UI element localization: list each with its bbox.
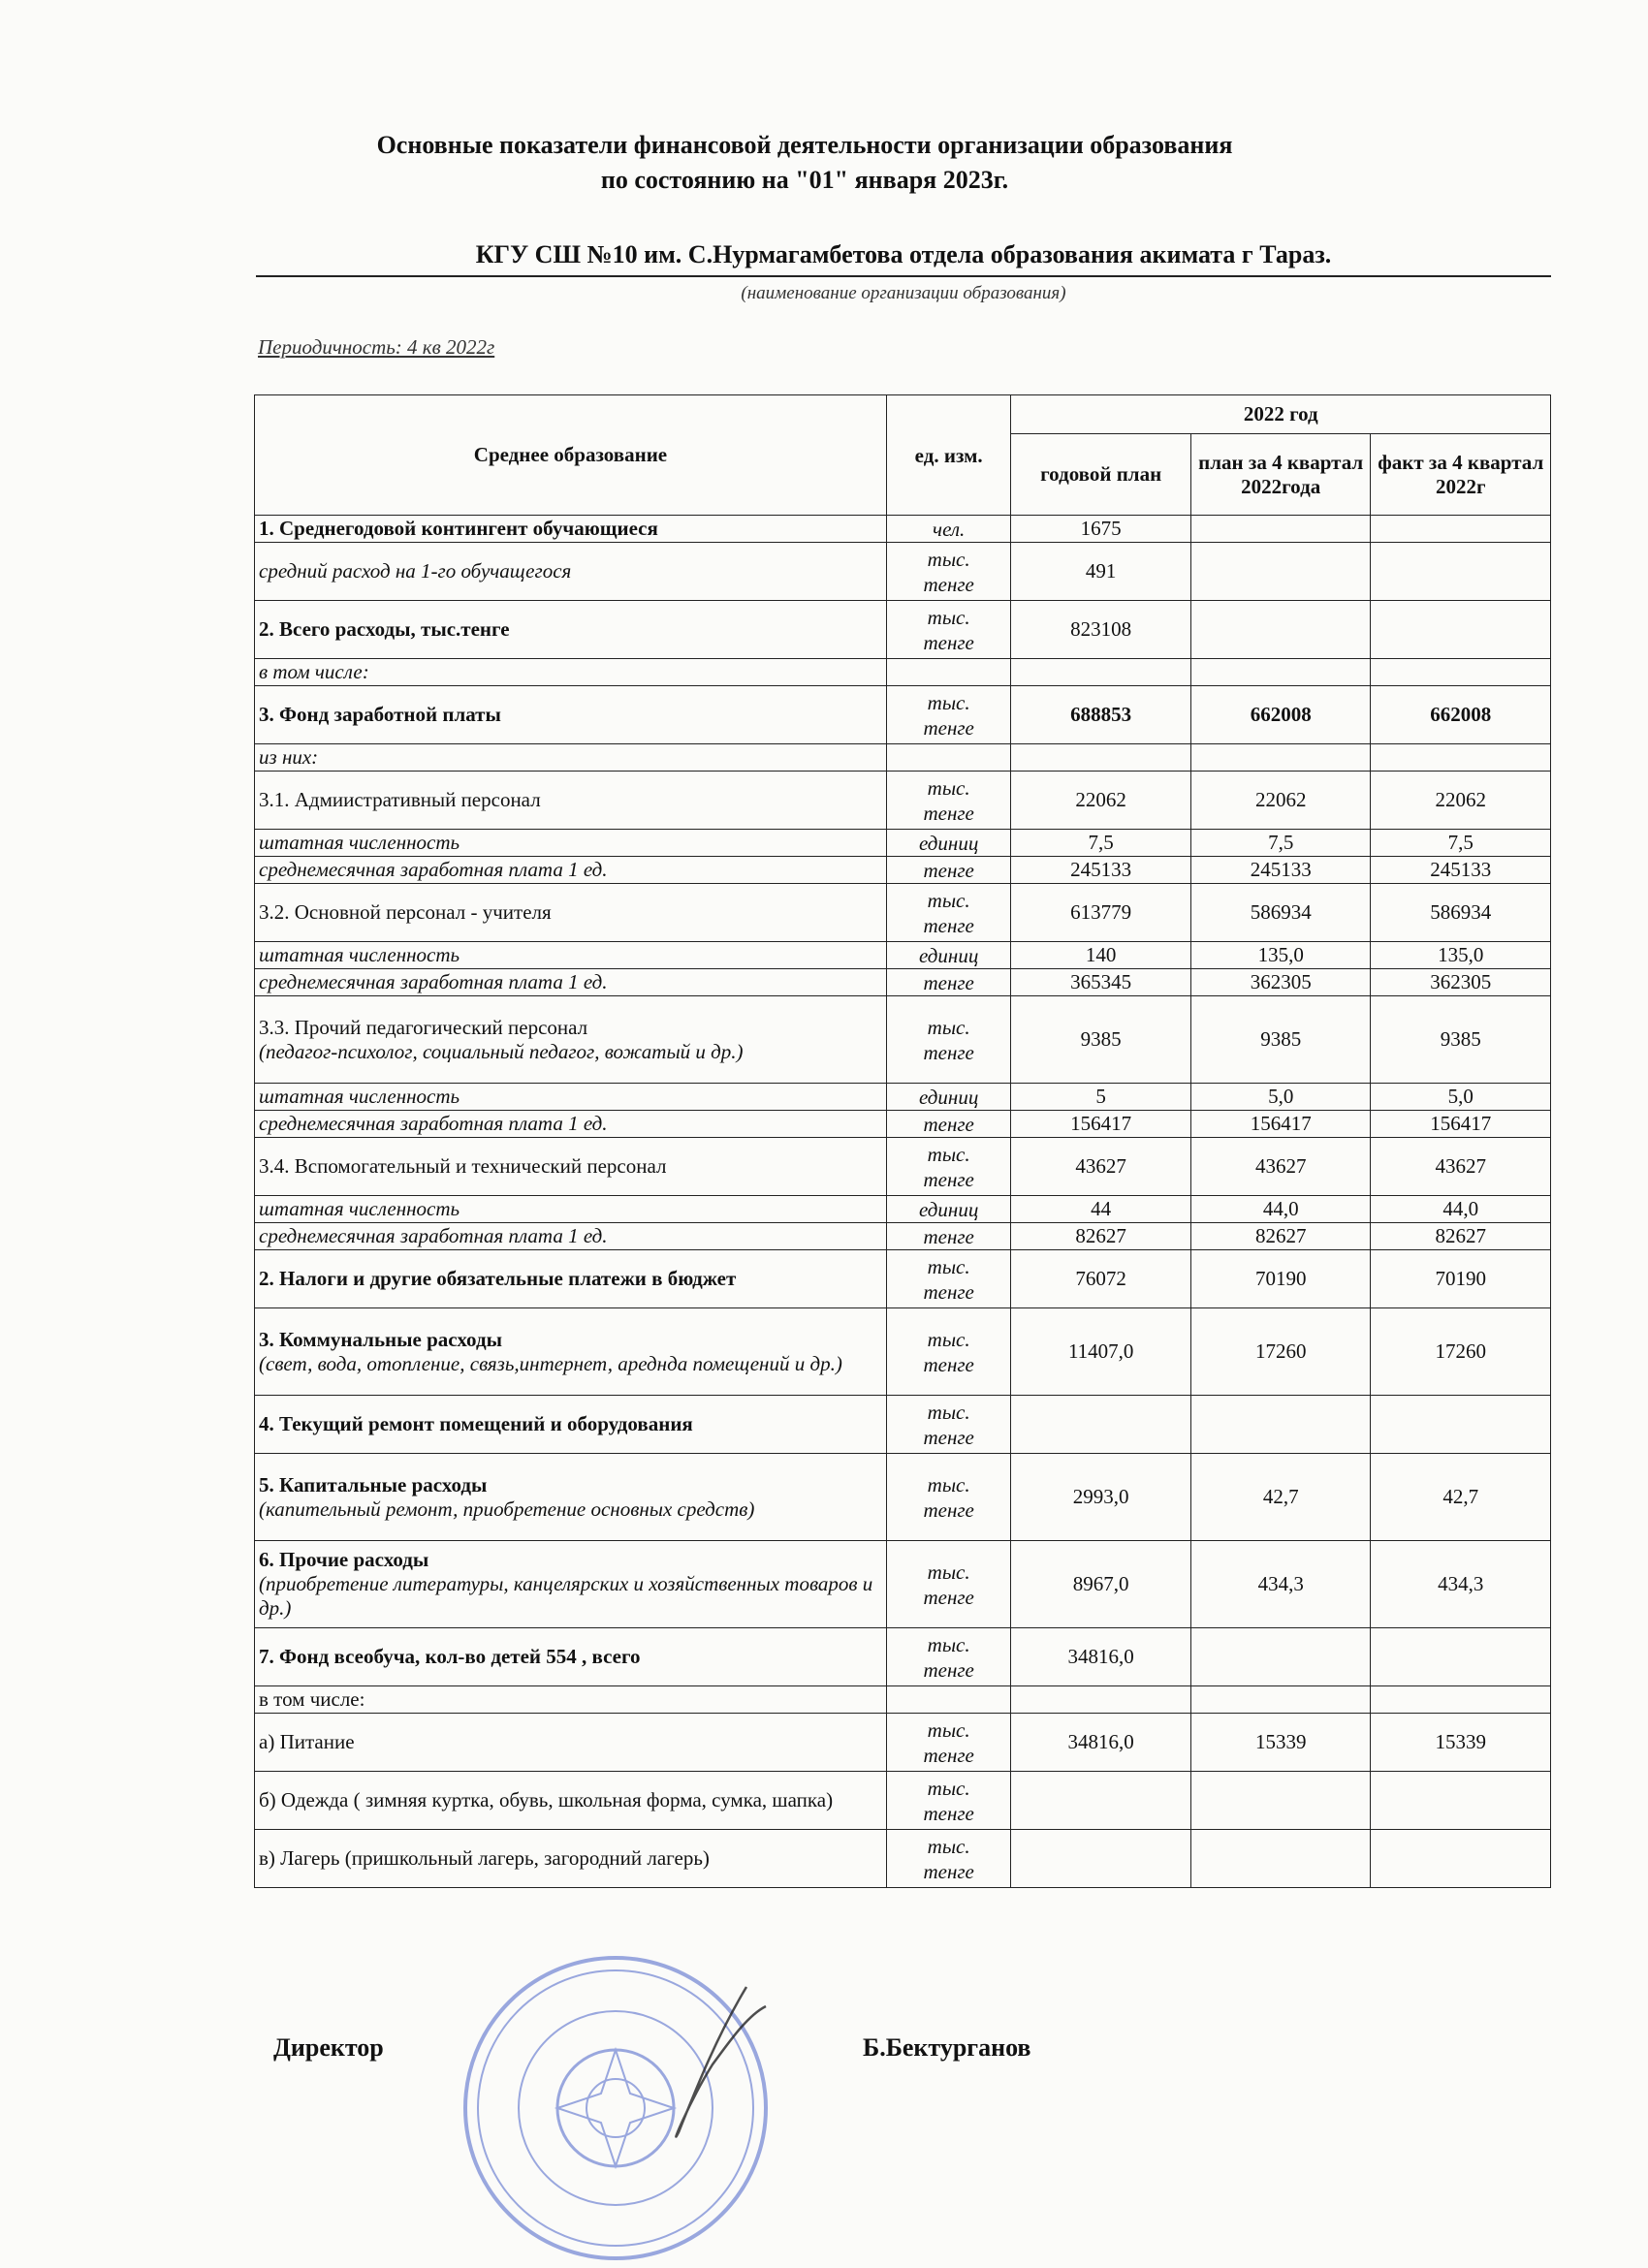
row-label-text: средний расход на 1-го обучащегося bbox=[259, 559, 572, 583]
header-name: Среднее образование bbox=[255, 395, 887, 516]
row-label bbox=[255, 543, 887, 601]
row-label-text: штатная численность bbox=[259, 831, 460, 854]
header-q4-fact: факт за 4 квартал 2022г bbox=[1371, 434, 1551, 516]
row-label bbox=[255, 686, 887, 744]
cell-q4-plan: 662008 bbox=[1190, 686, 1371, 744]
row-label-text: 3.4. Вспомогательный и технический персонал bbox=[259, 1154, 667, 1178]
cell-plan: 5 bbox=[1011, 1084, 1191, 1111]
row-unit: тыс. тенге bbox=[886, 1772, 1011, 1830]
cell-q4-fact: 9385 bbox=[1371, 996, 1551, 1084]
row-label bbox=[255, 1541, 887, 1628]
cell-q4-fact: 43627 bbox=[1371, 1138, 1551, 1196]
cell-q4-fact: 70190 bbox=[1371, 1250, 1551, 1308]
row-label-text: 3.2. Основной персонал - учителя bbox=[259, 900, 552, 924]
cell-q4-fact: 42,7 bbox=[1371, 1454, 1551, 1541]
row-unit: тыс. тенге bbox=[886, 1138, 1011, 1196]
table-row bbox=[255, 659, 1551, 686]
row-label-text: среднемесячная заработная плата 1 ед. bbox=[259, 1112, 608, 1135]
cell-plan: 34816,0 bbox=[1011, 1714, 1191, 1772]
cell-plan: 245133 bbox=[1011, 857, 1191, 884]
cell-q4-plan: 44,0 bbox=[1190, 1196, 1371, 1223]
cell-q4-fact bbox=[1371, 1830, 1551, 1888]
row-label-note: (капительный ремонт, приобретение основных средств) bbox=[259, 1496, 755, 1521]
table-row bbox=[255, 744, 1551, 772]
cell-q4-plan bbox=[1190, 543, 1371, 601]
row-unit: тыс. тенге bbox=[886, 1454, 1011, 1541]
row-label bbox=[255, 601, 887, 659]
table-row bbox=[255, 1138, 1551, 1196]
cell-plan: 1675 bbox=[1011, 516, 1191, 543]
cell-q4-fact bbox=[1371, 659, 1551, 686]
row-label-note: (педагог-психолог, социальный педагог, вожатый и др.) bbox=[259, 1039, 744, 1063]
cell-plan: 82627 bbox=[1011, 1223, 1191, 1250]
row-label-text: 7. Фонд всеобуча, кол-во детей 554 , всего bbox=[259, 1645, 641, 1668]
cell-q4-plan bbox=[1190, 744, 1371, 772]
cell-plan: 140 bbox=[1011, 942, 1191, 969]
row-unit: тенге bbox=[886, 1223, 1011, 1250]
row-unit: тыс. тенге bbox=[886, 1250, 1011, 1308]
cell-q4-plan bbox=[1190, 1830, 1371, 1888]
cell-q4-plan: 434,3 bbox=[1190, 1541, 1371, 1628]
row-label bbox=[255, 857, 887, 884]
row-unit: тыс. тенге bbox=[886, 772, 1011, 830]
cell-q4-fact: 156417 bbox=[1371, 1111, 1551, 1138]
row-label-text: штатная численность bbox=[259, 1085, 460, 1108]
table-row bbox=[255, 830, 1551, 857]
row-label-text: 1. Среднегодовой контингент обучающиеся bbox=[259, 517, 658, 540]
cell-plan bbox=[1011, 1396, 1191, 1454]
cell-plan: 43627 bbox=[1011, 1138, 1191, 1196]
row-label-text: из них: bbox=[259, 745, 319, 769]
table-row bbox=[255, 1454, 1551, 1541]
table-row bbox=[255, 543, 1551, 601]
table-row bbox=[255, 1628, 1551, 1686]
row-label bbox=[255, 969, 887, 996]
cell-q4-fact: 362305 bbox=[1371, 969, 1551, 996]
cell-q4-fact: 44,0 bbox=[1371, 1196, 1551, 1223]
financial-table bbox=[254, 394, 1551, 1888]
cell-q4-fact bbox=[1371, 601, 1551, 659]
row-label-text: в том числе: bbox=[259, 1687, 365, 1711]
row-unit bbox=[886, 744, 1011, 772]
cell-plan: 8967,0 bbox=[1011, 1541, 1191, 1628]
cell-plan: 491 bbox=[1011, 543, 1191, 601]
row-unit: тенге bbox=[886, 1111, 1011, 1138]
row-label-text: среднемесячная заработная плата 1 ед. bbox=[259, 858, 608, 881]
row-label-text: 5. Капитальные расходы bbox=[259, 1472, 488, 1496]
header-q4-plan: план за 4 квартал 2022года bbox=[1190, 434, 1371, 516]
cell-q4-fact: 5,0 bbox=[1371, 1084, 1551, 1111]
row-label-text: 6. Прочие расходы bbox=[259, 1548, 429, 1571]
cell-q4-plan: 42,7 bbox=[1190, 1454, 1371, 1541]
row-unit: тыс. тенге bbox=[886, 1396, 1011, 1454]
organization-name: КГУ СШ №10 им. С.Нурмагамбетова отдела образования акимата г Тараз. bbox=[256, 240, 1551, 277]
cell-q4-fact bbox=[1371, 1772, 1551, 1830]
cell-q4-fact: 22062 bbox=[1371, 772, 1551, 830]
row-unit: тыс. тенге bbox=[886, 884, 1011, 942]
table-row bbox=[255, 601, 1551, 659]
cell-q4-plan: 15339 bbox=[1190, 1714, 1371, 1772]
cell-plan bbox=[1011, 659, 1191, 686]
header-year: 2022 год bbox=[1011, 395, 1551, 434]
row-label-text: среднемесячная заработная плата 1 ед. bbox=[259, 1224, 608, 1247]
cell-plan: 34816,0 bbox=[1011, 1628, 1191, 1686]
cell-q4-fact: 245133 bbox=[1371, 857, 1551, 884]
cell-q4-fact bbox=[1371, 516, 1551, 543]
table-row bbox=[255, 1830, 1551, 1888]
official-seal bbox=[456, 1948, 776, 2268]
document-title bbox=[0, 128, 1648, 198]
cell-q4-plan: 5,0 bbox=[1190, 1084, 1371, 1111]
row-label-text: б) Одежда ( зимняя куртка, обувь, школьная форма, сумка, шапка) bbox=[259, 1788, 834, 1811]
row-unit: тыс. тенге bbox=[886, 601, 1011, 659]
row-label bbox=[255, 1223, 887, 1250]
cell-q4-plan: 17260 bbox=[1190, 1308, 1371, 1396]
cell-q4-fact: 82627 bbox=[1371, 1223, 1551, 1250]
signature-role: Директор bbox=[273, 2033, 384, 2062]
row-unit: единиц bbox=[886, 830, 1011, 857]
row-unit: тенге bbox=[886, 969, 1011, 996]
table-row bbox=[255, 1541, 1551, 1628]
cell-q4-fact bbox=[1371, 543, 1551, 601]
row-label-text: а) Питание bbox=[259, 1730, 355, 1753]
table-row bbox=[255, 996, 1551, 1084]
table-row bbox=[255, 1686, 1551, 1714]
table-row bbox=[255, 857, 1551, 884]
row-unit: тыс. тенге bbox=[886, 543, 1011, 601]
cell-plan: 613779 bbox=[1011, 884, 1191, 942]
row-label bbox=[255, 1686, 887, 1714]
cell-q4-plan: 70190 bbox=[1190, 1250, 1371, 1308]
cell-q4-fact bbox=[1371, 744, 1551, 772]
cell-q4-plan: 9385 bbox=[1190, 996, 1371, 1084]
row-unit bbox=[886, 1686, 1011, 1714]
periodicity: Периодичность: 4 кв 2022г bbox=[258, 335, 495, 359]
cell-q4-fact: 434,3 bbox=[1371, 1541, 1551, 1628]
row-label bbox=[255, 1714, 887, 1772]
table-row bbox=[255, 884, 1551, 942]
cell-q4-plan bbox=[1190, 1772, 1371, 1830]
row-label-note: (свет, вода, отопление, связь,интернет, аредндa помещений и др.) bbox=[259, 1351, 842, 1375]
signature-person: Б.Бектурганов bbox=[863, 2033, 1031, 2062]
table-row bbox=[255, 1714, 1551, 1772]
cell-plan bbox=[1011, 1830, 1191, 1888]
row-label-text: 3. Фонд заработной платы bbox=[259, 703, 501, 726]
cell-q4-fact bbox=[1371, 1686, 1551, 1714]
row-label bbox=[255, 1111, 887, 1138]
row-unit: единиц bbox=[886, 1084, 1011, 1111]
cell-q4-plan bbox=[1190, 601, 1371, 659]
cell-q4-plan: 22062 bbox=[1190, 772, 1371, 830]
header-unit: ед. изм. bbox=[886, 395, 1011, 516]
table-row bbox=[255, 1308, 1551, 1396]
row-label-text: 3. Коммунальные расходы bbox=[259, 1327, 502, 1351]
cell-q4-plan bbox=[1190, 1628, 1371, 1686]
cell-q4-fact bbox=[1371, 1628, 1551, 1686]
cell-plan: 823108 bbox=[1011, 601, 1191, 659]
table-row bbox=[255, 942, 1551, 969]
row-label-note: (приобретение литературы, канцелярских и хозяйственных товаров и др.) bbox=[259, 1572, 873, 1620]
table-row bbox=[255, 1111, 1551, 1138]
row-label bbox=[255, 1250, 887, 1308]
table-row bbox=[255, 1772, 1551, 1830]
row-label bbox=[255, 884, 887, 942]
cell-q4-plan bbox=[1190, 516, 1371, 543]
cell-q4-fact: 135,0 bbox=[1371, 942, 1551, 969]
row-label bbox=[255, 1308, 887, 1396]
cell-q4-fact: 17260 bbox=[1371, 1308, 1551, 1396]
row-unit: тыс. тенге bbox=[886, 996, 1011, 1084]
cell-q4-plan: 156417 bbox=[1190, 1111, 1371, 1138]
table-body bbox=[255, 516, 1551, 1888]
cell-q4-plan: 135,0 bbox=[1190, 942, 1371, 969]
cell-plan: 22062 bbox=[1011, 772, 1191, 830]
organization-caption: (наименование организации образования) bbox=[741, 283, 1066, 303]
cell-q4-plan bbox=[1190, 1396, 1371, 1454]
row-unit: тыс. тенге bbox=[886, 1714, 1011, 1772]
cell-q4-fact: 662008 bbox=[1371, 686, 1551, 744]
cell-plan bbox=[1011, 1772, 1191, 1830]
table-row bbox=[255, 1250, 1551, 1308]
row-unit: чел. bbox=[886, 516, 1011, 543]
row-label bbox=[255, 1454, 887, 1541]
row-label-text: 3.3. Прочий педагогический персонал bbox=[259, 1015, 588, 1039]
row-unit: тыс. тенге bbox=[886, 1308, 1011, 1396]
row-label bbox=[255, 659, 887, 686]
title-line-1: Основные показатели финансовой деятельности организации образования bbox=[376, 131, 1233, 159]
title-line-2: по состоянию на "01" января 2023г. bbox=[600, 166, 1009, 194]
cell-q4-plan bbox=[1190, 659, 1371, 686]
row-label bbox=[255, 830, 887, 857]
cell-plan: 2993,0 bbox=[1011, 1454, 1191, 1541]
row-unit: тыс. тенге bbox=[886, 686, 1011, 744]
table-row bbox=[255, 969, 1551, 996]
row-label bbox=[255, 1830, 887, 1888]
row-label bbox=[255, 1196, 887, 1223]
cell-plan: 11407,0 bbox=[1011, 1308, 1191, 1396]
cell-plan bbox=[1011, 1686, 1191, 1714]
header-plan: годовой план bbox=[1011, 434, 1191, 516]
row-unit: тыс. тенге bbox=[886, 1628, 1011, 1686]
table-row bbox=[255, 1196, 1551, 1223]
cell-q4-plan: 43627 bbox=[1190, 1138, 1371, 1196]
cell-q4-plan: 7,5 bbox=[1190, 830, 1371, 857]
cell-plan: 688853 bbox=[1011, 686, 1191, 744]
cell-q4-plan: 586934 bbox=[1190, 884, 1371, 942]
cell-q4-fact: 7,5 bbox=[1371, 830, 1551, 857]
row-label-text: среднемесячная заработная плата 1 ед. bbox=[259, 970, 608, 993]
row-unit: тыс. тенге bbox=[886, 1830, 1011, 1888]
row-label-text: в том числе: bbox=[259, 660, 369, 683]
cell-q4-plan: 362305 bbox=[1190, 969, 1371, 996]
cell-q4-plan: 245133 bbox=[1190, 857, 1371, 884]
row-label bbox=[255, 1772, 887, 1830]
cell-plan: 44 bbox=[1011, 1196, 1191, 1223]
table-row bbox=[255, 1396, 1551, 1454]
row-label bbox=[255, 942, 887, 969]
cell-plan: 7,5 bbox=[1011, 830, 1191, 857]
row-label-text: 4. Текущий ремонт помещений и оборудования bbox=[259, 1412, 693, 1435]
row-label bbox=[255, 1138, 887, 1196]
table-row bbox=[255, 686, 1551, 744]
row-label bbox=[255, 1628, 887, 1686]
cell-q4-plan bbox=[1190, 1686, 1371, 1714]
row-label-text: 3.1. Адмиистративный персонал bbox=[259, 788, 541, 811]
cell-plan bbox=[1011, 744, 1191, 772]
row-label bbox=[255, 1084, 887, 1111]
row-label bbox=[255, 996, 887, 1084]
table-row bbox=[255, 1084, 1551, 1111]
cell-q4-fact: 586934 bbox=[1371, 884, 1551, 942]
cell-plan: 365345 bbox=[1011, 969, 1191, 996]
row-label bbox=[255, 516, 887, 543]
row-unit: тенге bbox=[886, 857, 1011, 884]
row-label bbox=[255, 1396, 887, 1454]
row-label-text: 2. Налоги и другие обязательные платежи в бюджет bbox=[259, 1267, 737, 1290]
row-unit: тыс. тенге bbox=[886, 1541, 1011, 1628]
row-label bbox=[255, 744, 887, 772]
row-label bbox=[255, 772, 887, 830]
cell-q4-plan: 82627 bbox=[1190, 1223, 1371, 1250]
row-unit: единиц bbox=[886, 942, 1011, 969]
table-row bbox=[255, 772, 1551, 830]
row-label-text: 2. Всего расходы, тыс.тенге bbox=[259, 617, 510, 641]
cell-plan: 76072 bbox=[1011, 1250, 1191, 1308]
table-row bbox=[255, 1223, 1551, 1250]
row-unit: единиц bbox=[886, 1196, 1011, 1223]
cell-q4-fact bbox=[1371, 1396, 1551, 1454]
row-unit bbox=[886, 659, 1011, 686]
row-label-text: в) Лагерь (пришкольный лагерь, загородний лагерь) bbox=[259, 1846, 710, 1870]
row-label-text: штатная численность bbox=[259, 943, 460, 966]
row-label-text: штатная численность bbox=[259, 1197, 460, 1220]
cell-q4-fact: 15339 bbox=[1371, 1714, 1551, 1772]
cell-plan: 156417 bbox=[1011, 1111, 1191, 1138]
cell-plan: 9385 bbox=[1011, 996, 1191, 1084]
table-row bbox=[255, 516, 1551, 543]
